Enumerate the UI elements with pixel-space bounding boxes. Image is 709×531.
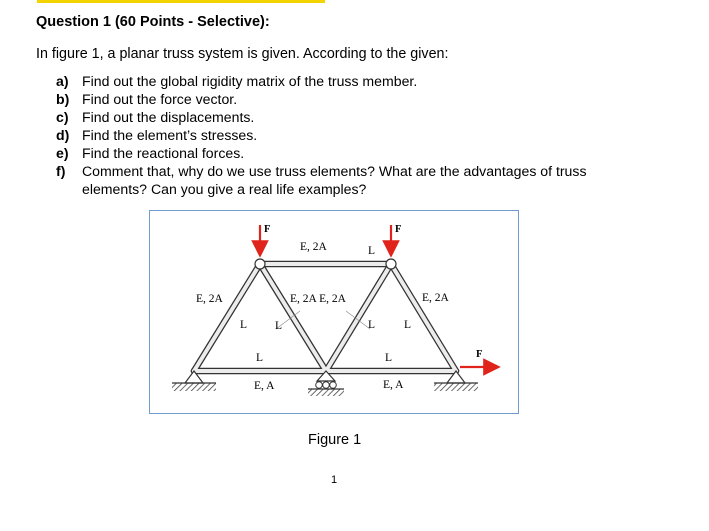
- item-label: a): [56, 73, 69, 89]
- item-text: Find the element’s stresses.: [82, 127, 258, 143]
- item-label: c): [56, 109, 69, 125]
- figure-frame: [149, 210, 519, 414]
- label-len-left-2: L: [275, 320, 283, 332]
- label-bottom-right-prop: E, A: [383, 379, 404, 391]
- truss-members: [194, 264, 456, 371]
- label-top-member: E, 2A: [300, 241, 327, 253]
- list-item: [56, 91, 622, 109]
- joint-top-right: [386, 259, 396, 269]
- item-text: Find out the displacements.: [82, 109, 255, 125]
- label-len-right-2: L: [404, 319, 412, 331]
- list-item: [56, 163, 622, 198]
- item-text: Find the reactional forces.: [82, 145, 245, 161]
- list-item: [56, 73, 622, 91]
- joint-top-left: [255, 259, 265, 269]
- question-list: [56, 73, 622, 199]
- question-title: Question 1 (60 Points - Selective):: [36, 14, 270, 30]
- label-left-outer: E, 2A: [196, 293, 223, 305]
- label-bottom-left-prop: E, A: [254, 380, 275, 392]
- item-text: Find out the force vector.: [82, 91, 238, 107]
- question-intro: In figure 1, a planar truss system is given. According to the given:: [36, 46, 449, 62]
- list-item: [56, 145, 622, 163]
- label-force-right: F: [395, 224, 402, 235]
- list-item: [56, 109, 622, 127]
- label-top-length: L: [368, 245, 376, 257]
- truss-diagram: [150, 211, 520, 415]
- label-force-support: F: [476, 349, 483, 360]
- label-len-right-1: L: [368, 319, 376, 331]
- item-label: d): [56, 127, 70, 143]
- item-label: e): [56, 145, 69, 161]
- item-text: Comment that, why do we use truss elements? What are the advantages of truss elements? Can you give a real life examples?: [82, 163, 587, 197]
- label-center-members: E, 2A E, 2A: [290, 293, 346, 305]
- page-number: 1: [331, 474, 338, 486]
- label-right-outer: E, 2A: [422, 292, 449, 304]
- figure-caption: Figure 1: [308, 432, 362, 448]
- label-force-left: F: [264, 224, 271, 235]
- list-item: [56, 127, 622, 145]
- label-bottom-right-len: L: [385, 352, 393, 364]
- item-label: f): [56, 163, 66, 179]
- label-bottom-left-len: L: [256, 352, 264, 364]
- highlight-strip: [37, 0, 325, 3]
- item-text: Find out the global rigidity matrix of the truss member.: [82, 73, 418, 89]
- label-len-left-1: L: [240, 319, 248, 331]
- roller-support-center: [308, 371, 344, 396]
- item-label: b): [56, 91, 70, 107]
